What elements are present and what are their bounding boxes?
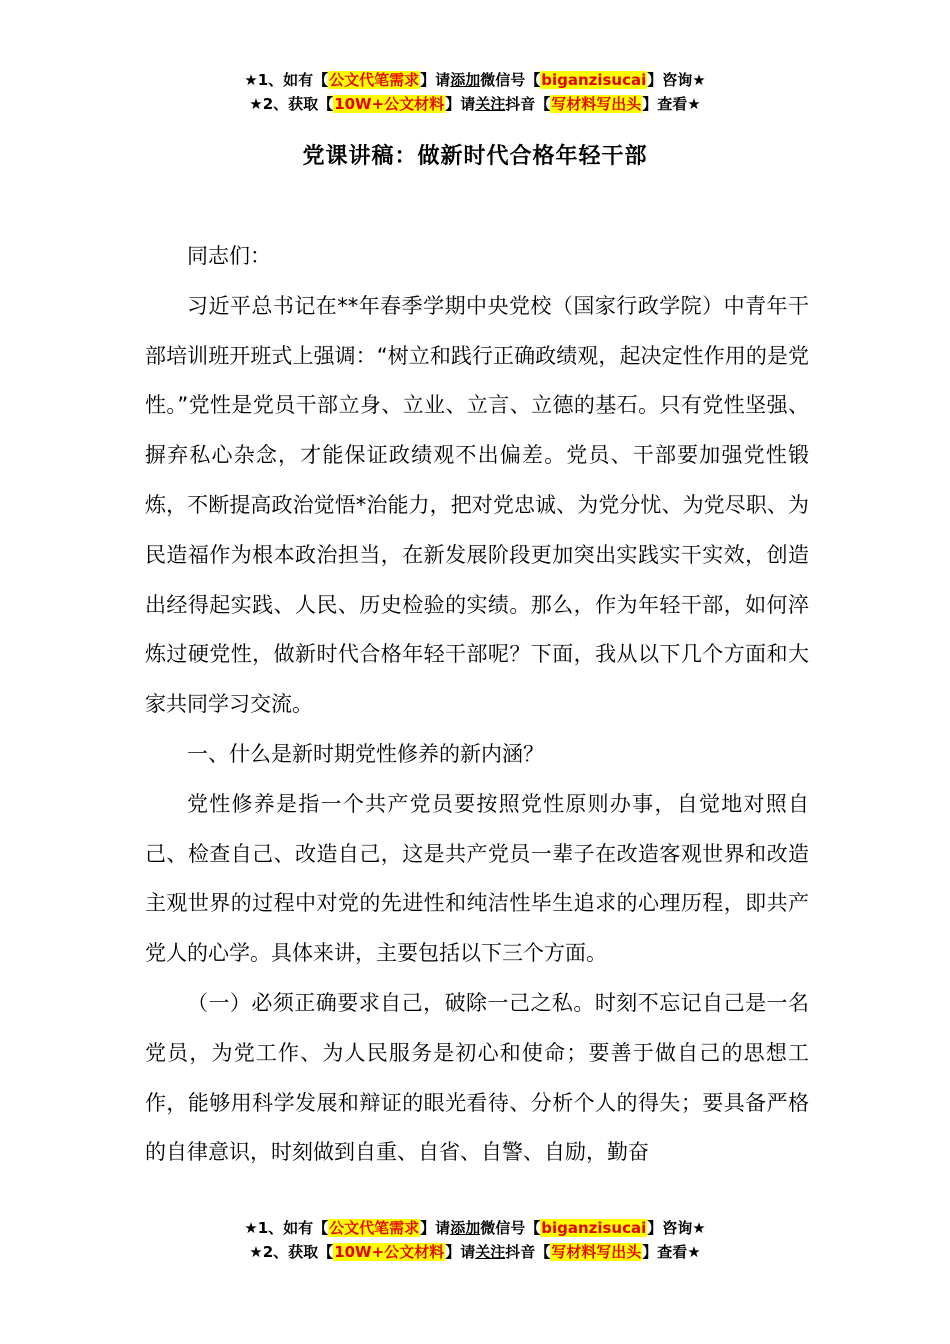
highlight-douyin-account: 写材料写出头: [551, 1243, 642, 1261]
banner-line-2: ★2、获取【10W+公文材料】请关注抖音【写材料写出头】查看★: [249, 1243, 701, 1261]
banner-line-2: ★2、获取【10W+公文材料】请关注抖音【写材料写出头】查看★: [249, 95, 701, 113]
highlight-materials: 10W+公文材料: [334, 1243, 445, 1261]
paragraph: 习近平总书记在**年春季学期中央党校（国家行政学院）中青年干部培训班开班式上强调：“树立和践行正确政绩观，起决定性作用的是党性。”党性是党员干部立身、立业、立言、立德的基石。只有党性坚强、摒弃私心杂念，才能保证政绩观不出偏差。党员、干部要加强党性锻炼，不断提高政治觉悟*治能力，把对党忠诚、为党分忧、为党尽职、为民造福作为根本政治担当，在新发展阶段更加突出实践实干实效，创造出经得起实践、人民、历史检验的实绩。那么，作为年轻干部，如何淬炼过硬党性，做新时代合格年轻干部呢？下面，我从以下几个方面和大家共同学习交流。: [145, 293, 809, 717]
document-title: 党课讲稿：做新时代合格年轻干部: [302, 144, 648, 169]
footer-banner: [0, 1216, 950, 1264]
paragraph: （一）必须正确要求自己，破除一己之私。时刻不忘记自己是一名党员，为党工作、为人民服务是初心和使命；要善于做自己的思想工作，能够用科学发展和辩证的眼光看待、分析个人的得失；要具备严格的自律意识，时刻做到自重、自省、自警、自励，勤奋: [145, 990, 809, 1165]
salutation: 同志们：: [187, 244, 271, 268]
highlight-douyin-account: 写材料写出头: [551, 95, 642, 113]
section-heading: 一、什么是新时期党性修养的新内涵？: [187, 741, 544, 766]
highlight-materials: 10W+公文材料: [334, 95, 445, 113]
banner-line-1: ★1、如有【公文代笔需求】请添加微信号【biganzisucai】咨询★: [244, 71, 706, 89]
highlight-wechat-id: biganzisucai: [541, 71, 647, 89]
header-banner: [0, 68, 950, 116]
highlight-service: 公文代笔需求: [329, 1219, 420, 1237]
document-body: [145, 232, 809, 1178]
highlight-wechat-id: biganzisucai: [541, 1219, 647, 1237]
banner-line-1: ★1、如有【公文代笔需求】请添加微信号【biganzisucai】咨询★: [244, 1219, 706, 1237]
highlight-service: 公文代笔需求: [329, 71, 420, 89]
paragraph: 党性修养是指一个共产党员要按照党性原则办事，自觉地对照自己、检查自己、改造自己，这是共产党员一辈子在改造客观世界和改造主观世界的过程中对党的先进性和纯洁性毕生追求的心理历程，即共产党人的心学。具体来讲，主要包括以下三个方面。: [145, 791, 809, 966]
